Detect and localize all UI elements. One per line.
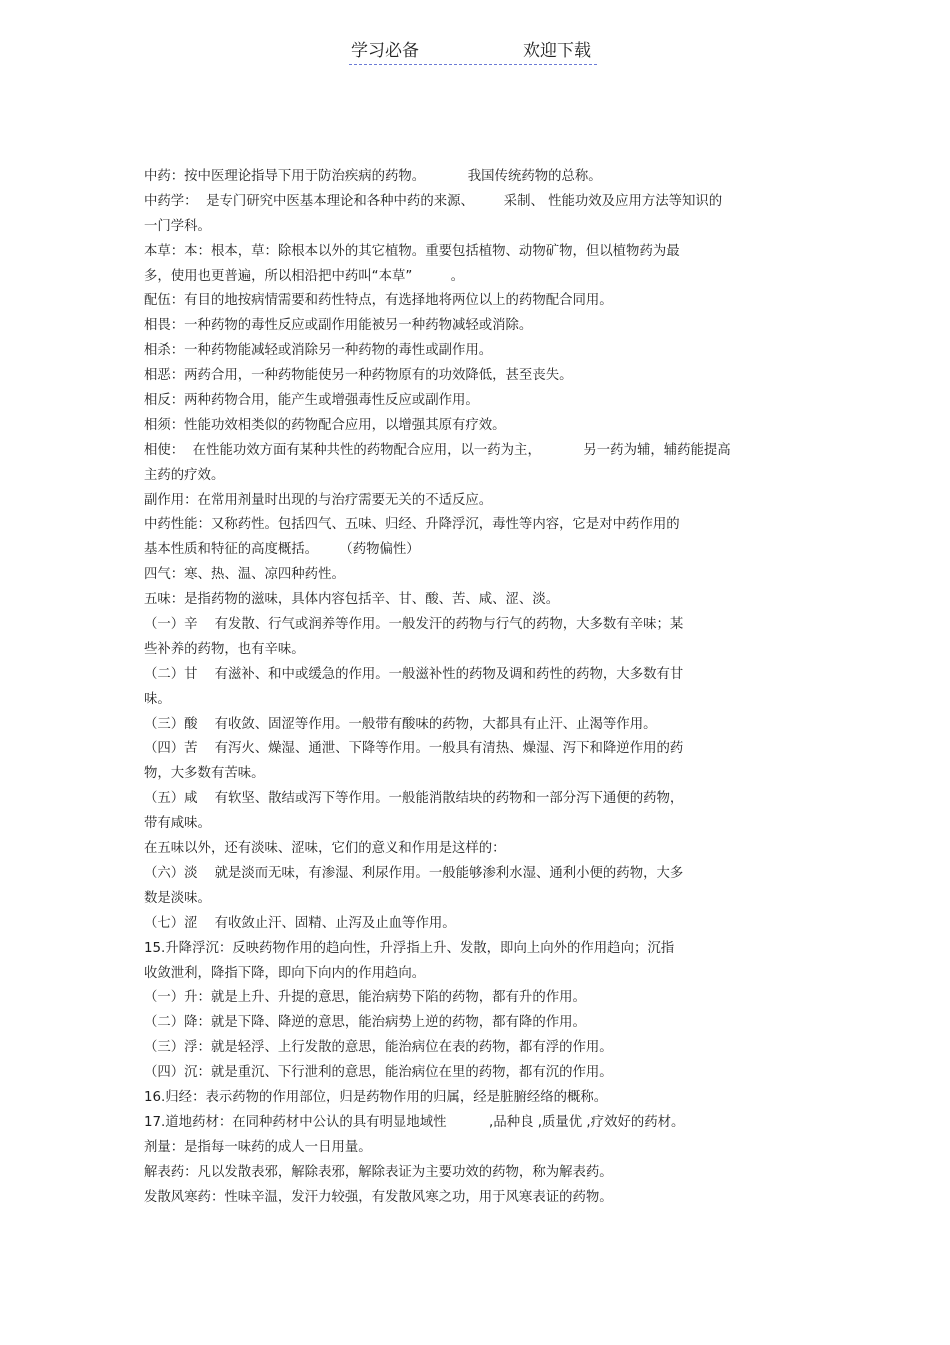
text-line: （六）淡 就是淡而无味，有渗湿、利尿作用。一般能够渗利水湿、通利小便的药物，大多: [144, 865, 684, 881]
text-line: （五）咸 有软坚、散结或泻下等作用。一般能消散结块的药物和一部分泻下通便的药物，: [144, 791, 684, 807]
text-line: 在五味以外，还有淡味、涩味，它们的意义和作用是这样的：: [144, 841, 506, 857]
text-line: 副作用：在常用剂量时出现的与治疗需要无关的不适反应。: [144, 492, 493, 508]
text-line: 相畏：一种药物的毒性反应或副作用能被另一种药物减轻或消除。: [144, 318, 533, 334]
text-line: （三）酸 有收敛、固涩等作用。一般带有酸味的药物，大都具有止汗、止渴等作用。: [144, 716, 657, 732]
text-line: 中药性能：又称药性。包括四气、五味、归经、升降浮沉，毒性等内容，它是对中药作用的: [144, 517, 680, 533]
text-line: 发散风寒药：性味辛温，发汗力较强，有发散风寒之功，用于风寒表证的药物。: [144, 1189, 613, 1205]
text-line: （一）升：就是上升、升提的意思，能治病势下陷的药物，都有升的作用。: [144, 990, 586, 1006]
text-line: 带有咸味。: [144, 816, 211, 832]
text-line: 中药学： 是专门研究中医基本理论和各种中药的来源、 采制、 性能功效及应用方法等知识的: [144, 193, 723, 209]
text-line: 五味：是指药物的滋味，具体内容包括辛、甘、酸、苦、咸、涩、淡。: [144, 592, 560, 608]
header-left-text: 学习必备: [351, 41, 419, 61]
text-line: 配伍：有目的地按病情需要和药性特点，有选择地将两位以上的药物配合同用。: [144, 293, 613, 309]
text-line: 相使： 在性能功效方面有某种共性的药物配合应用，以一药为主， 另一药为辅，辅药能提高: [144, 442, 731, 458]
text-line: 收敛泄利，降指下降，即向下向内的作用趋向。: [144, 965, 426, 981]
text-line: （三）浮：就是轻浮、上行发散的意思，能治病位在表的药物，都有浮的作用。: [144, 1040, 613, 1056]
text-line: 17.道地药材：在同种药材中公认的具有明显地域性 ,品种良 ,质量优 ,疗效好的药材。: [144, 1114, 685, 1130]
header-right-text: 欢迎下载: [523, 41, 591, 61]
text-line: 相反：两种药物合用，能产生或增强毒性反应或副作用。: [144, 393, 479, 409]
text-line: 相杀：一种药物能减轻或消除另一种药物的毒性或副作用。: [144, 343, 493, 359]
text-line: （一）辛 有发散、行气或润养等作用。一般发汗的药物与行气的药物，大多数有辛味；某: [144, 617, 684, 633]
text-line: （四）苦 有泻火、燥湿、通泄、下降等作用。一般具有清热、燥湿、泻下和降逆作用的药: [144, 741, 684, 757]
text-line: 16.归经：表示药物的作用部位，归是药物作用的归属，经是脏腑经络的概称。: [144, 1089, 608, 1105]
text-line: 中药：按中医理论指导下用于防治疾病的药物。 我国传统药物的总称。: [144, 169, 602, 184]
document-body: [144, 168, 796, 1213]
text-line: 四气：寒、热、温、凉四种药性。: [144, 567, 345, 583]
text-line: 15.升降浮沉：反映药物作用的趋向性，升浮指上升、发散，即向上向外的作用趋向；沉指: [144, 940, 675, 956]
text-line: 相恶：两药合用，一种药物能使另一种药物原有的功效降低，甚至丧失。: [144, 368, 573, 384]
text-line: （七）涩 有收敛止汗、固精、止泻及止血等作用。: [144, 915, 456, 931]
text-line: 主药的疗效。: [144, 467, 225, 483]
text-line: 一门学科。: [144, 218, 211, 234]
text-line: 本草：本：根本，草：除根本以外的其它植物。重要包括植物、动物矿物，但以植物药为最: [144, 243, 680, 259]
text-line: （二）甘 有滋补、和中或缓急的作用。一般滋补性的药物及调和药性的药物，大多数有甘: [144, 666, 684, 682]
text-line: 些补养的药物，也有辛味。: [144, 641, 305, 657]
text-line: 多，使用也更普遍，所以相沿把中药叫“本草” 。: [144, 268, 464, 284]
text-line: 剂量：是指每一味药的成人一日用量。: [144, 1139, 372, 1155]
text-line: 物，大多数有苦味。: [144, 766, 265, 782]
text-line: 解表药：凡以发散表邪，解除表邪，解除表证为主要功效的药物，称为解表药。: [144, 1164, 613, 1180]
text-line: 数是淡味。: [144, 890, 211, 906]
page-header: [349, 40, 597, 65]
text-line: 基本性质和特征的高度概括。 （药物偏性）: [144, 542, 420, 558]
text-line: 相须：性能功效相类似的药物配合应用，以增强其原有疗效。: [144, 417, 506, 433]
text-line: （四）沉：就是重沉、下行泄利的意思，能治病位在里的药物，都有沉的作用。: [144, 1065, 613, 1081]
text-line: 味。: [144, 691, 171, 707]
text-line: （二）降：就是下降、降逆的意思，能治病势上逆的药物，都有降的作用。: [144, 1015, 586, 1031]
